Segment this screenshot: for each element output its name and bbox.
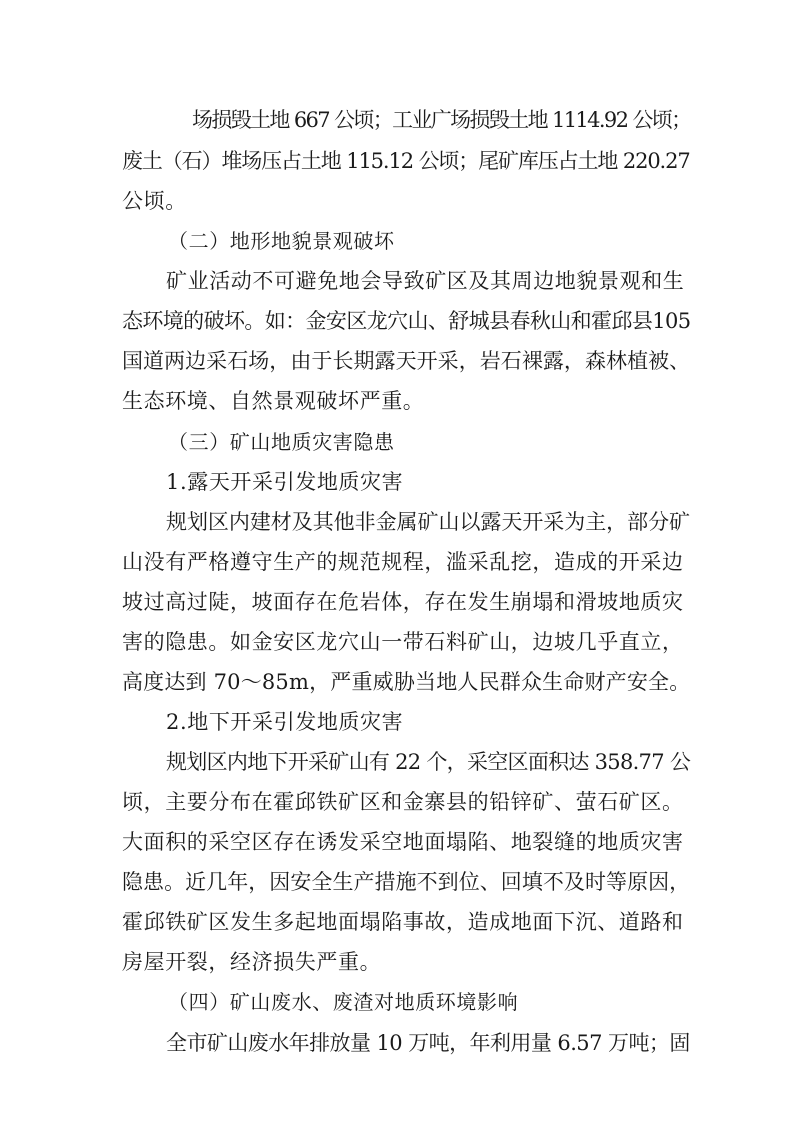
section-heading-4: （四）矿山废水、废渣对地质环境影响 <box>168 990 519 1014</box>
body-text-line: 顷，主要分布在霍邱铁矿区和金寨县的铅锌矿、萤石矿区。 <box>122 790 684 814</box>
body-text-line: 坡过高过陡，坡面存在危岩体，存在发生崩塌和滑坡地质灾 <box>122 590 684 614</box>
body-text-line: 霍邱铁矿区发生多起地面塌陷事故，造成地面下沉、道路和 <box>122 910 684 934</box>
subsection-heading-2: 2.地下开采引发地质灾害 <box>166 710 404 734</box>
body-text-line: 隐患。近几年，因安全生产措施不到位、回填不及时等原因， <box>122 870 691 894</box>
body-text-line: 害的隐患。如金安区龙穴山一带石料矿山，边坡几乎直立， <box>122 630 684 654</box>
body-text-line: 全市矿山废水年排放量 10 万吨，年利用量 6.57 万吨；固 <box>166 1031 690 1055</box>
body-text-line: 场损毁土地 667 公顷；工业广场损毁土地 1114.92 公顷； <box>192 108 691 132</box>
section-heading-3: （三）矿山地质灾害隐患 <box>168 430 395 454</box>
body-text-line: 公顷。 <box>122 189 187 213</box>
body-text-line: 态环境的破坏。如：金安区龙穴山、舒城县春秋山和霍邱县105 <box>122 309 691 333</box>
body-text-line: 废土（石）堆场压占土地 115.12 公顷；尾矿库压占土地 220.27 <box>122 149 690 173</box>
body-text-line: 规划区内建材及其他非金属矿山以露天开采为主，部分矿 <box>166 510 690 534</box>
body-text-line: 规划区内地下开采矿山有 22 个，采空区面积达 358.77 公 <box>166 750 691 774</box>
body-text-line: 房屋开裂，经济损失严重。 <box>122 950 382 974</box>
section-heading-2: （二）地形地貌景观破坏 <box>168 229 395 253</box>
body-text-line: 山没有严格遵守生产的规范规程，滥采乱挖，造成的开采边 <box>122 550 684 574</box>
subsection-heading-1: 1.露天开采引发地质灾害 <box>166 470 404 494</box>
body-text-line: 生态环境、自然景观破坏严重。 <box>122 389 425 413</box>
body-text-line: 高度达到 70～85m，严重威胁当地人民群众生命财产安全。 <box>122 670 691 694</box>
body-text-line: 国道两边采石场，由于长期露天开采，岩石裸露，森林植被、 <box>122 349 691 373</box>
body-text-line: 大面积的采空区存在诱发采空地面塌陷、地裂缝的地质灾害 <box>122 830 684 854</box>
body-text-line: 矿业活动不可避免地会导致矿区及其周边地貌景观和生 <box>166 269 685 293</box>
